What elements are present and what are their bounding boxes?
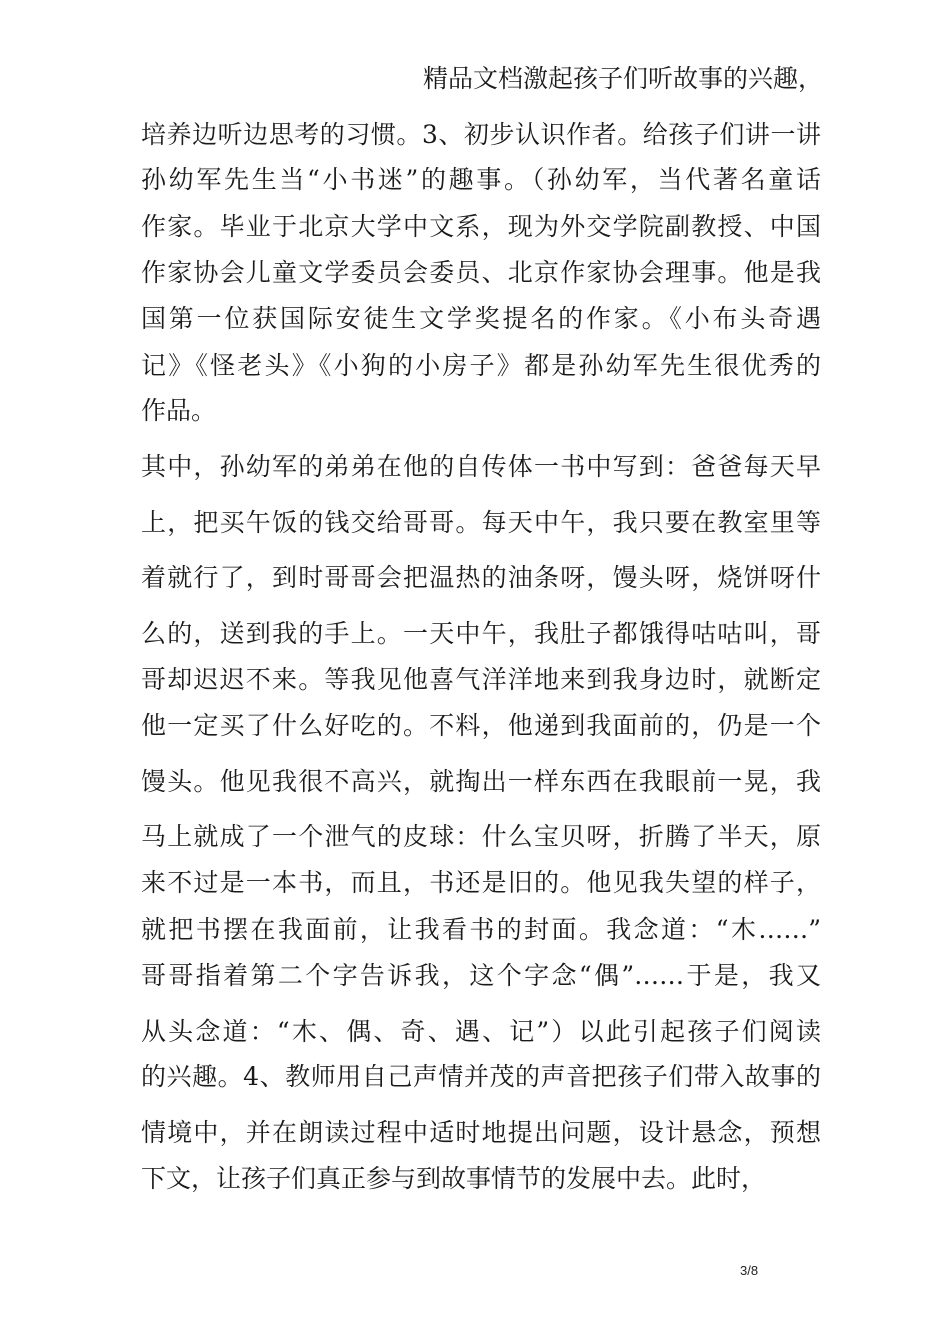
text-line: 他一定买了什么好吃的。不料，他递到我面前的，仍是一个 xyxy=(141,711,821,740)
text-line: 馒头。他见我很不高兴，就掏出一样东西在我眼前一晃，我 xyxy=(141,767,821,796)
text-line: 从头念道：“木、偶、奇、遇、记”）以此引起孩子们阅读 xyxy=(141,1017,821,1046)
text-line: 着就行了，到时哥哥会把温热的油条呀，馒头呀，烧饼呀什 xyxy=(141,563,821,592)
text-line: 国第一位获国际安徒生文学奖提名的作家。《小布头奇遇 xyxy=(141,304,821,333)
text-line: 作品。 xyxy=(141,396,217,425)
text-line: 哥哥指着第二个字告诉我，这个字念“偶”……于是，我又 xyxy=(141,961,821,990)
text-line: 作家。毕业于北京大学中文系，现为外交学院副教授、中国 xyxy=(141,212,821,241)
text-line: 情境中，并在朗读过程中适时地提出问题，设计悬念，预想 xyxy=(141,1118,821,1147)
text-line: 哥却迟迟不来。等我见他喜气洋洋地来到我身边时，就断定 xyxy=(141,665,821,694)
page-number: 3/8 xyxy=(740,1263,759,1278)
text-line: 上，把买午饭的钱交给哥哥。每天中午，我只要在教室里等 xyxy=(141,508,821,537)
text-line: 下文，让孩子们真正参与到故事情节的发展中去。此时， xyxy=(141,1164,767,1193)
text-line: 马上就成了一个泄气的皮球：什么宝贝呀，折腾了半天，原 xyxy=(141,822,821,851)
text-line: 培养边听边思考的习惯。3、初步认识作者。给孩子们讲一讲 xyxy=(141,120,821,149)
text-line: 的兴趣。4、教师用自己声情并茂的声音把孩子们带入故事的 xyxy=(141,1062,821,1091)
text-line: 就把书摆在我面前，让我看书的封面。我念道：“木……” xyxy=(141,915,821,944)
text-line: 来不过是一本书，而且，书还是旧的。他见我失望的样子， xyxy=(141,868,821,897)
text-line: 孙幼军先生当“小书迷”的趣事。（孙幼军，当代著名童话 xyxy=(141,165,821,194)
text-line: 么的，送到我的手上。一天中午，我肚子都饿得咕咕叫，哥 xyxy=(141,619,821,648)
text-line: 作家协会儿童文学委员会委员、北京作家协会理事。他是我 xyxy=(141,258,821,287)
text-line: 其中，孙幼军的弟弟在他的自传体一书中写到：爸爸每天早 xyxy=(141,452,821,481)
text-line: 精品文档激起孩子们听故事的兴趣， xyxy=(423,64,823,93)
text-line: 记》《怪老头》《小狗的小房子》都是孙幼军先生很优秀的 xyxy=(141,351,821,380)
